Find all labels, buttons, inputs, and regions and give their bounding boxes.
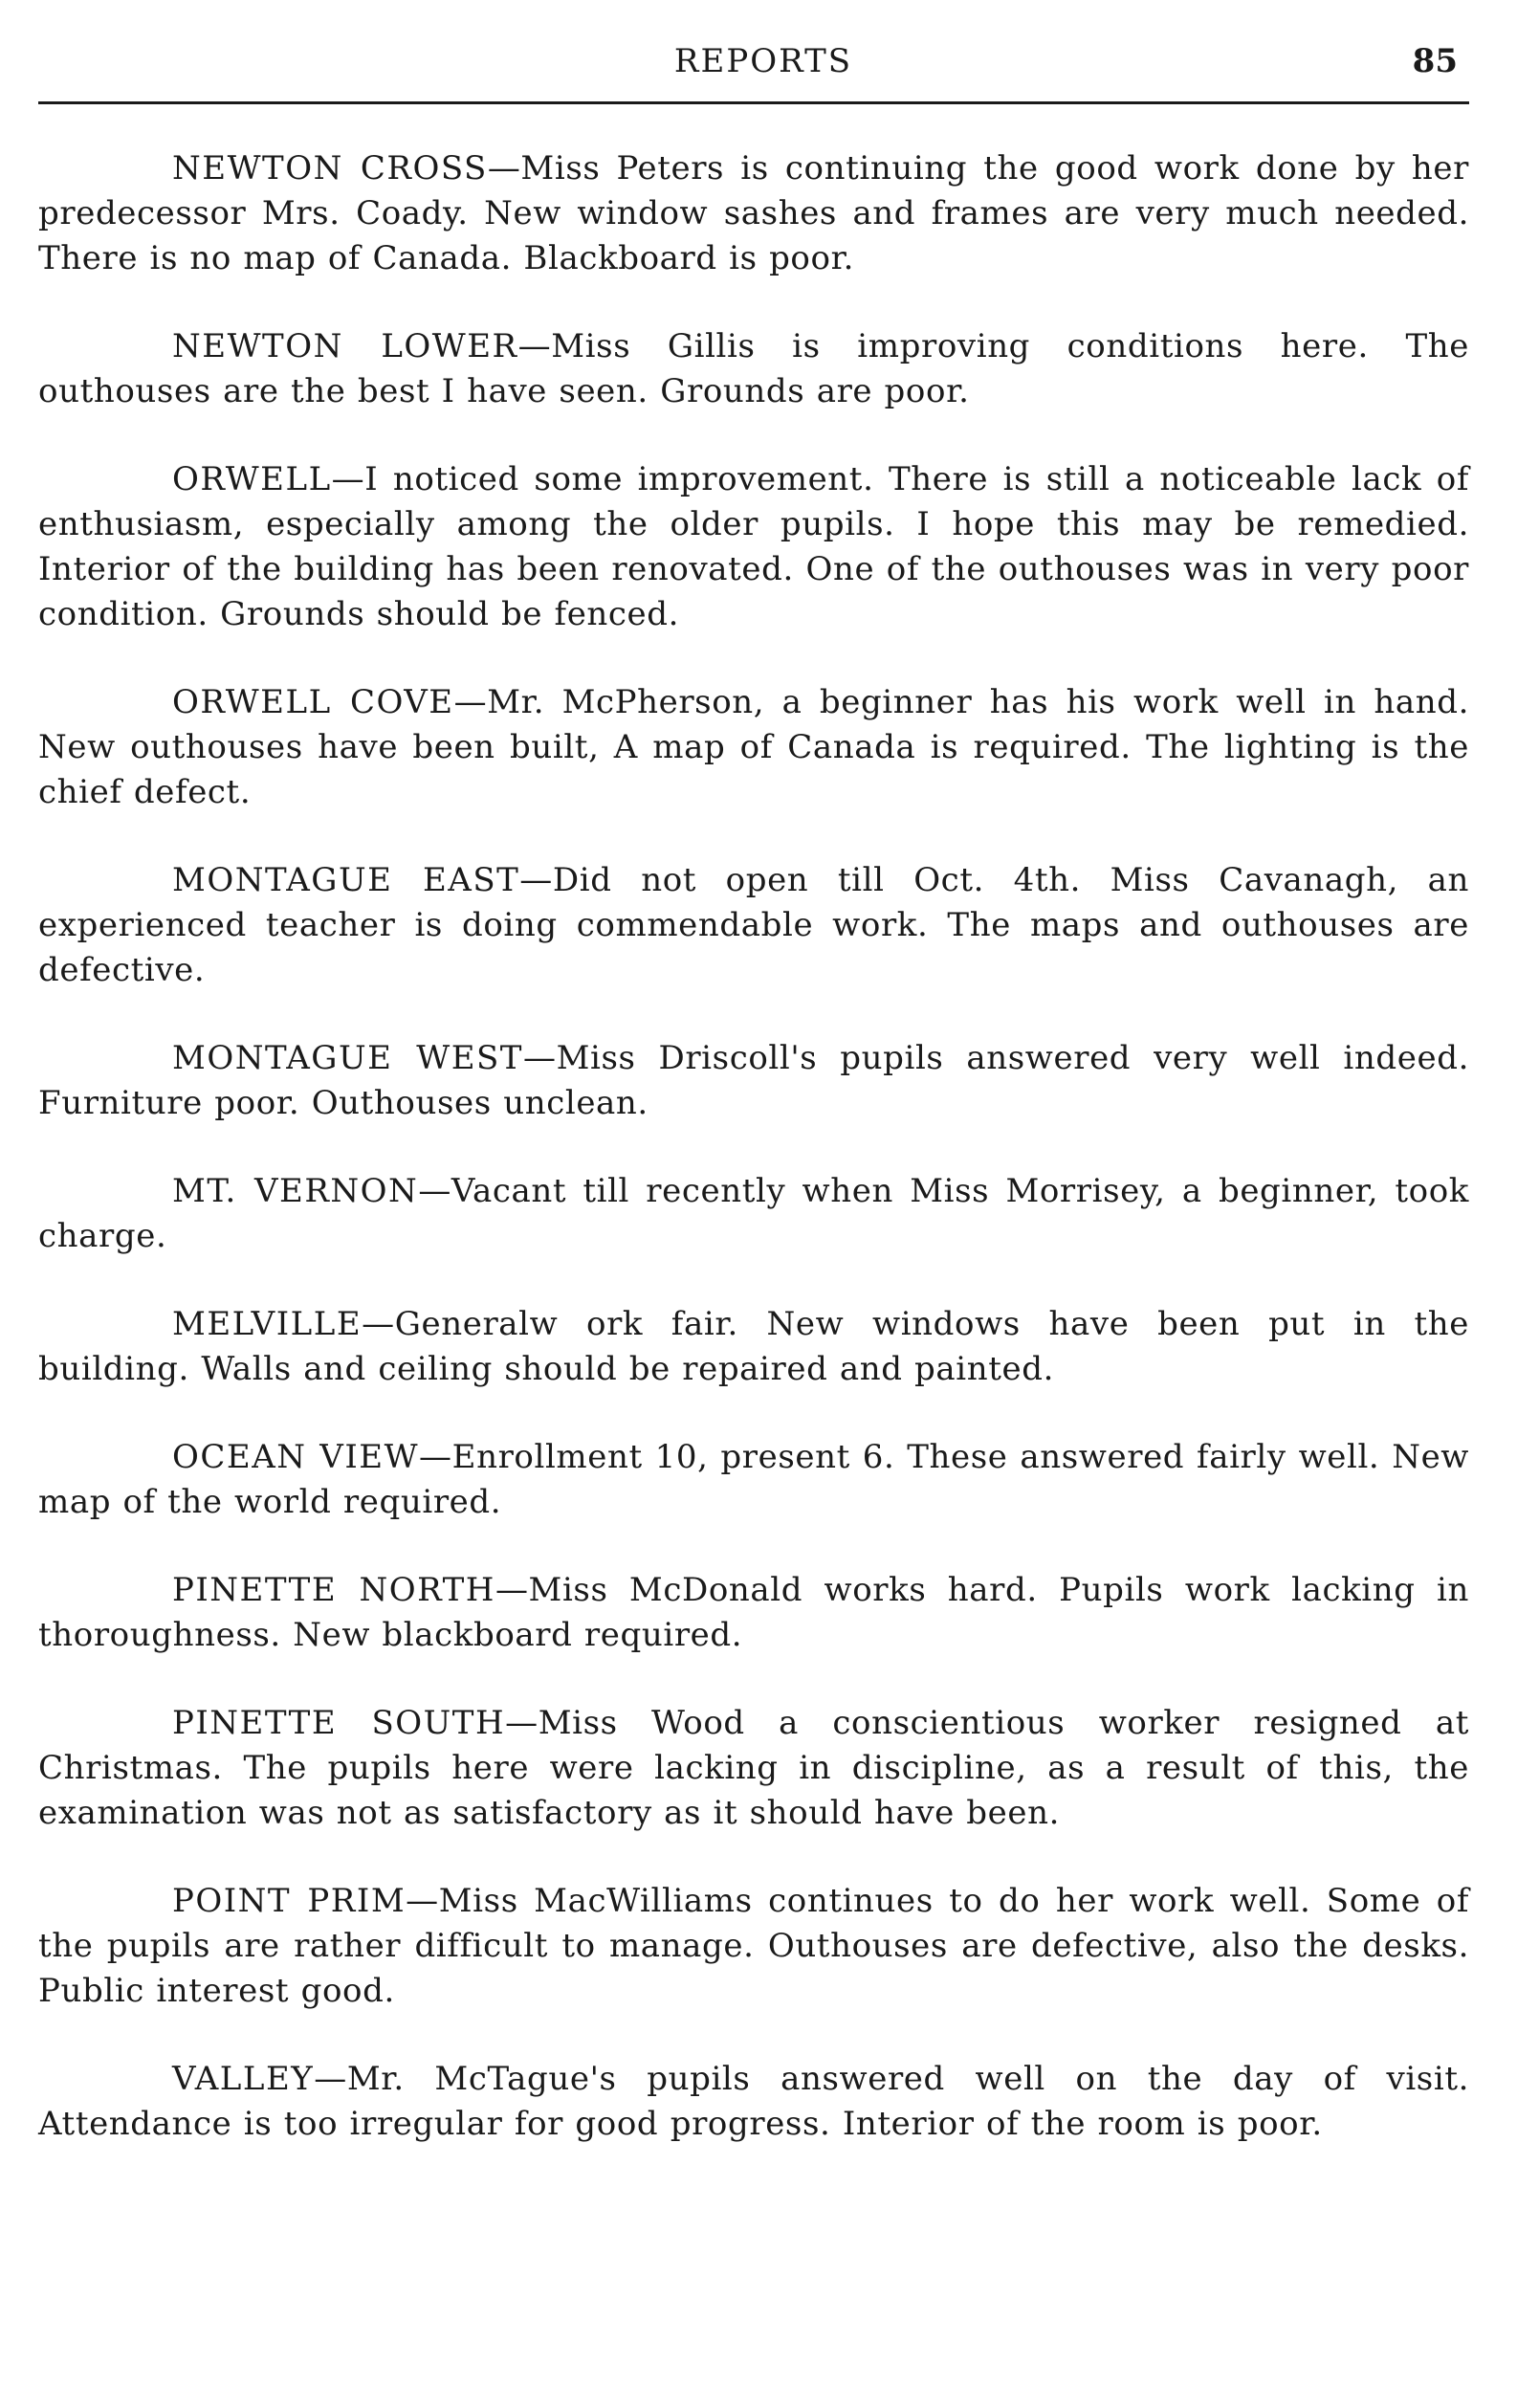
report-text: —Miss Gillis is improving conditions here. The outhouses are the best I have seen. Grounds are poor. bbox=[38, 327, 1469, 410]
school-name: ORWELL COVE bbox=[172, 683, 454, 721]
header-rule bbox=[38, 101, 1469, 104]
report-text: —Miss Wood a conscientious worker resigned at Christmas. The pupils here were lacking in discipline, as a result of this, the examination was not as satisfactory as it should have been. bbox=[38, 1704, 1470, 1832]
school-name: OCEAN VIEW bbox=[172, 1438, 420, 1476]
report-paragraph bbox=[38, 1568, 1469, 1658]
report-text: —Miss Peters is continuing the good work done by her predecessor Mrs. Coady. New window sashes and frames are very much needed. There is no map of Canada. Blackboard is poor. bbox=[38, 149, 1469, 277]
report-paragraph bbox=[38, 146, 1469, 281]
report-paragraph bbox=[38, 1169, 1469, 1259]
school-name: NEWTON LOWER bbox=[172, 327, 518, 365]
report-paragraph bbox=[38, 680, 1469, 815]
report-paragraph bbox=[38, 858, 1469, 993]
school-reports bbox=[38, 146, 1469, 2147]
report-paragraph bbox=[38, 1879, 1469, 2014]
report-text: —Did not open till Oct. 4th. Miss Cavanagh, an experienced teacher is doing commendable work. The maps and outhouses are defective. bbox=[38, 861, 1469, 989]
report-paragraph bbox=[38, 1435, 1469, 1525]
school-name: MONTAGUE EAST bbox=[172, 861, 520, 899]
report-paragraph bbox=[38, 324, 1469, 414]
running-title: REPORTS bbox=[673, 42, 853, 80]
school-name: ORWELL bbox=[172, 460, 332, 498]
report-text: —Mr. McTague's pupils answered well on the day of visit. Attendance is too irregular for good progress. Interior of the room is poor. bbox=[38, 2060, 1469, 2143]
school-name: MONTAGUE WEST bbox=[172, 1039, 523, 1077]
report-text: —Vacant till recently when Miss Morrisey, a beginner, took charge. bbox=[38, 1172, 1469, 1255]
document-page bbox=[38, 36, 1469, 2190]
page-number: 85 bbox=[1412, 42, 1458, 80]
report-paragraph bbox=[38, 2057, 1469, 2147]
report-text: —I noticed some improvement. There is still a noticeable lack of enthusiasm, especially among the older pupils. I hope this may be remedied. Interior of the building has been renovated. One of the outhouses was in very poor condition. Grounds should be fenced. bbox=[38, 460, 1469, 633]
report-paragraph bbox=[38, 1036, 1469, 1126]
school-name: PINETTE NORTH bbox=[172, 1571, 495, 1609]
school-name: MT. VERNON bbox=[172, 1172, 419, 1210]
report-text: —Generalw ork fair. New windows have been put in the building. Walls and ceiling should be repaired and painted. bbox=[38, 1305, 1469, 1388]
school-name: PINETTE SOUTH bbox=[172, 1704, 506, 1742]
school-name: MELVILLE bbox=[172, 1305, 363, 1343]
school-name: VALLEY bbox=[172, 2060, 315, 2098]
report-paragraph bbox=[38, 457, 1469, 637]
report-paragraph bbox=[38, 1302, 1469, 1392]
running-header bbox=[38, 36, 1469, 86]
report-text: —Mr. McPherson, a beginner has his work well in hand. New outhouses have been built, A map of Canada is required. The lighting is the chief defect. bbox=[38, 683, 1469, 811]
report-text: —Miss MacWilliams continues to do her work well. Some of the pupils are rather difficult to manage. Outhouses are defective, also the desks. Public interest good. bbox=[38, 1882, 1469, 2010]
report-paragraph bbox=[38, 1701, 1469, 1836]
report-text: —Miss Driscoll's pupils answered very well indeed. Furniture poor. Outhouses unclean. bbox=[38, 1039, 1469, 1122]
report-text: —Miss McDonald works hard. Pupils work lacking in thoroughness. New blackboard required. bbox=[38, 1571, 1469, 1654]
school-name: POINT PRIM bbox=[172, 1882, 407, 1920]
report-text: —Enrollment 10, present 6. These answered fairly well. New map of the world required. bbox=[38, 1438, 1469, 1521]
school-name: NEWTON CROSS bbox=[172, 149, 488, 188]
